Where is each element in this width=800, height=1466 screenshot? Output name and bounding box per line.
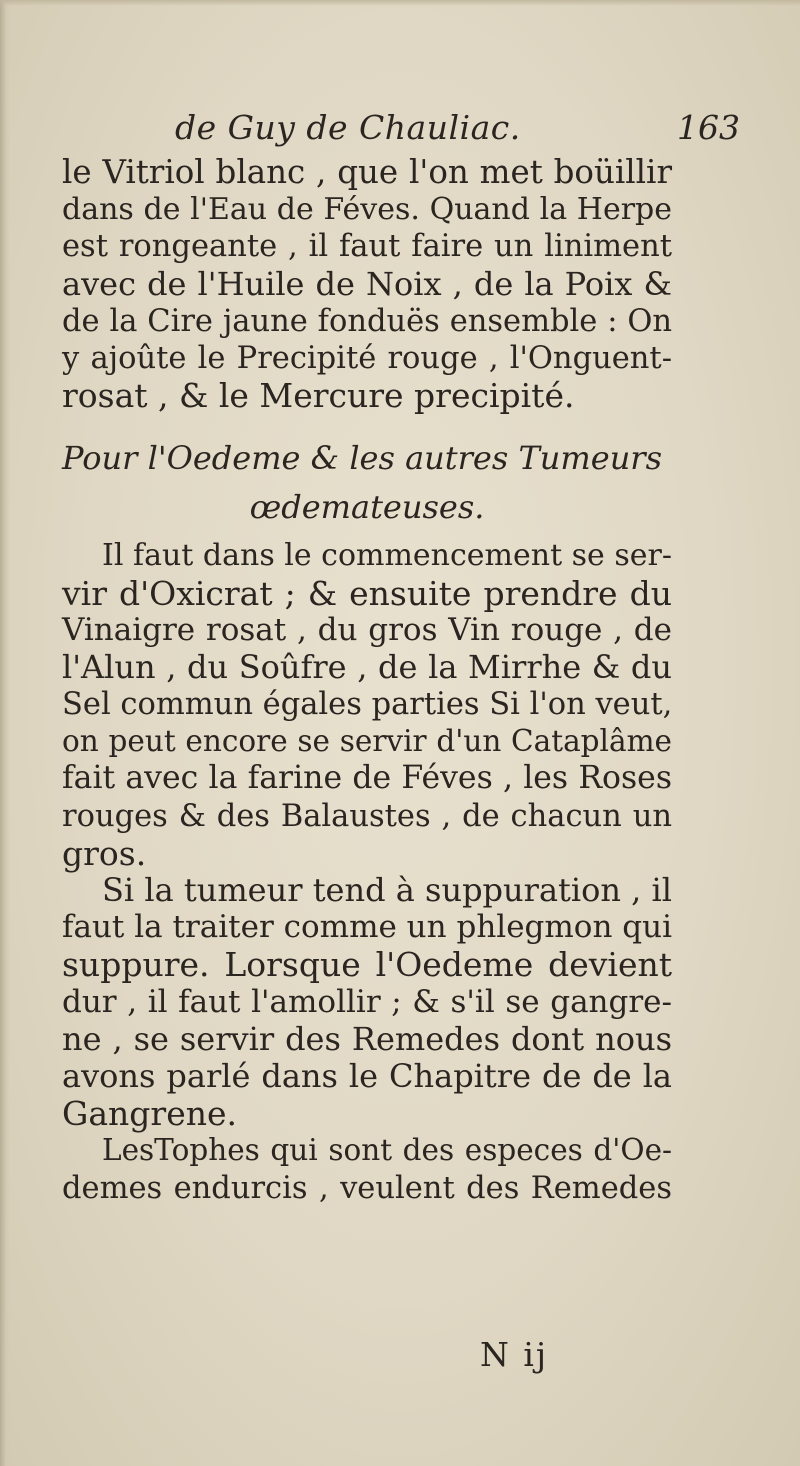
page-header xyxy=(60,108,740,154)
text-line: faut la traiter comme un phlegmon qui xyxy=(62,909,672,946)
text-line: l'Alun , du Soûfre , de la Mirrhe & du xyxy=(62,647,672,686)
text-line: est rongeante , il faut faire un liniment xyxy=(62,229,672,265)
text-line: ne , se servir des Remedes dont nous xyxy=(62,1019,672,1058)
running-title: de Guy de Chauliac. xyxy=(175,108,521,147)
text-line: Si la tumeur tend à suppuration , il xyxy=(102,871,672,909)
text-line: le Vitriol blanc , que l'on met boüillir xyxy=(62,153,672,191)
text-line: rosat , & le Mercure precipité. xyxy=(62,376,575,416)
page-top-shadow xyxy=(0,0,800,6)
text-line: de la Cire jaune fonduës ensemble : On xyxy=(62,303,672,339)
page-gutter-shadow xyxy=(0,0,10,1466)
text-line: dans de l'Eau de Féves. Quand la Herpe xyxy=(62,192,672,228)
text-line: Sel commun égales parties Si l'on veut, xyxy=(62,687,673,723)
page-number: 163 xyxy=(677,108,740,147)
text-line: dur , il faut l'amollir ; & s'il se gangre- xyxy=(62,983,672,1020)
section-heading-continued: œdemateuses. xyxy=(249,488,485,527)
text-line: y ajoûte le Precipité rouge , l'Onguent- xyxy=(62,340,672,376)
text-line: gros. xyxy=(62,833,147,873)
text-line: demes endurcis , veulent des Remedes xyxy=(62,1170,672,1206)
text-line: Vinaigre rosat , du gros Vin rouge , de xyxy=(62,611,672,648)
body-text xyxy=(62,154,672,1207)
text-line: on peut encore se servir d'un Cataplâme xyxy=(62,724,672,759)
text-line: Il faut dans le commencement se ser- xyxy=(102,538,672,574)
section-heading: Pour l'Oedeme & les autres Tumeurs xyxy=(62,439,663,478)
text-line: avec de l'Huile de Noix , de la Poix & xyxy=(62,264,672,303)
text-line: avons parlé dans le Chapitre de de la xyxy=(62,1056,672,1095)
text-line: suppure. Lorsque l'Oedeme devient xyxy=(62,945,672,985)
signature-mark: N ij xyxy=(480,1335,549,1374)
text-line: vir d'Oxicrat ; & ensuite prendre du xyxy=(62,573,672,613)
text-line: fait avec la farine de Féves , les Roses xyxy=(62,760,672,797)
text-line: Gangrene. xyxy=(62,1094,237,1134)
text-line: rouges & des Balaustes , de chacun un xyxy=(62,798,672,834)
text-line: LesTophes qui sont des especes d'Oe- xyxy=(102,1133,672,1168)
